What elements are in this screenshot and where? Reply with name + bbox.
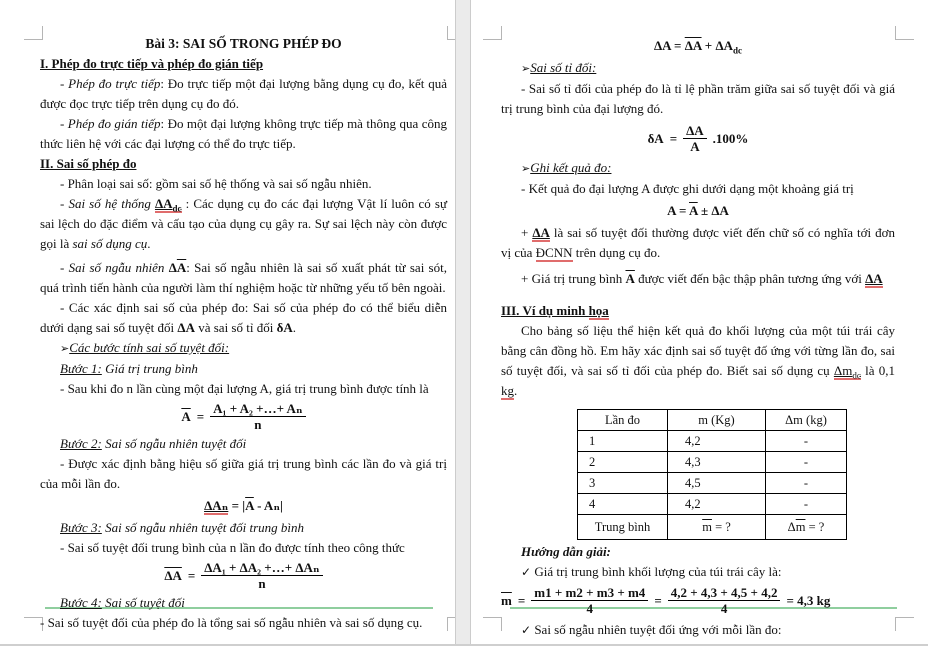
para-phep-do-gian-tiep [40,114,447,154]
header-m-kg: m (Kg) [668,410,766,431]
numerator: ΔA [686,123,704,138]
body-text: : Đo một đại lượng không trực tiếp mà thông qua công thức liên hệ với các đại lượng có thể đo trực tiếp. [40,116,447,151]
formula-random-error [40,496,447,516]
step-title: Sai số ngẫu nhiên tuyệt đối trung bình [101,520,305,535]
equals-question: = ? [711,520,731,534]
a-overline: $\overline{A}$ [176,260,187,275]
numerator: ΔA₁ + ΔA₂ +…+ ΔAₙ [204,560,320,575]
section-heading-2: II. Sai số phép đo [40,156,137,171]
equals: = [679,203,687,218]
m-overline: $\overline{m}$ [702,520,712,534]
para-sai-so-he-thong [40,194,447,254]
percent-factor: .100% [712,130,749,146]
denominator: n [201,575,322,591]
delta-a-dc [715,38,743,56]
check-line-1 [501,562,895,582]
bullet-cac-buoc [40,338,447,359]
denominator: n [210,416,306,432]
para-phep-do-truc-tiep [40,74,447,114]
bullet-label: Ghi kết quả đo: [530,160,612,175]
crop-mark-bottom-right [895,617,914,631]
dcnn-spellcheck: ĐCNN [535,245,573,260]
step-label: Bước 1: [60,361,102,376]
body-text: . [292,320,296,335]
crop-mark-top-left [483,26,502,40]
check-line-2 [501,620,895,640]
formula-mean-value [40,401,447,432]
para-vi-du [501,321,895,401]
numerator: A₁ + A₂ +…+ Aₙ [213,401,303,416]
crop-mark-top-right [895,26,914,40]
a-overline: $\overline{A}$ [181,408,191,424]
step-label: Bước 3: [60,520,102,535]
step-3-heading [40,518,447,538]
equals: = [654,592,662,608]
cell-lan-do: 1 [578,431,668,452]
doc-title: Bài 3: SAI SỐ TRONG PHÉP ĐO [145,36,342,51]
body-text: trên dụng cụ đo. [572,245,661,260]
plus-minus: ± [700,203,709,218]
cell-delta-m: - [766,494,847,515]
delta-m-dc-spellcheck [834,363,861,380]
measurement-table [577,409,847,540]
equals: = [187,567,196,583]
step-title: Sai số tuyệt đối [101,595,185,610]
crop-mark-bottom-left [483,617,502,631]
body-text: là 0,1 [860,363,895,378]
m-overline: $\overline{m}$ [501,592,512,608]
arrow-bullet-icon: ➢ [521,62,531,75]
huong-dan-giai-heading: Hướng dẫn giải: [521,544,611,559]
dash: - [60,116,68,131]
para-phan-loai: - Phân loại sai số: gồm sai số hệ thống và sai số ngẫu nhiên. [60,176,372,191]
term-italic: Sai số ngẫu nhiên [68,260,169,275]
cell-delta-m: - [766,473,847,494]
delta-small-a: δA [647,130,664,146]
dash: - [60,260,69,275]
page-1-content [40,34,447,633]
fraction [683,123,707,154]
a-overline: $\overline{A}$ [689,203,698,218]
term-italic: sai số dụng cụ [72,236,148,251]
formula-mean-mass [501,585,895,616]
table-row [578,494,847,515]
table-header-row [578,410,847,431]
bullet-label: Các bước tính sai số tuyệt đối: [69,340,230,355]
body-text: : Sai số ngẫu nhiên là sai số xuất phát từ sai sót, quá trình tiến hành của người làm thí nghiệm hoặc từ những yếu tố bên ngoài. [40,260,447,295]
formula-tail: - Aₙ| [253,498,283,513]
equals: = | [231,498,246,513]
equals-question: = ? [805,520,825,534]
term-italic: Sai số hệ thống [68,196,155,211]
fraction [201,560,322,591]
page-gutter [455,0,471,646]
equals: = [196,408,205,424]
kg-spellcheck: kg [501,383,514,398]
step-title: Giá trị trung bình [101,361,198,376]
symbol-delta-abar [169,260,187,275]
denominator-a-overline: A [683,138,707,154]
a-overline: $\overline{A}$ [245,498,254,513]
delta-a-overline: $\overline{\Delta A}$ [684,38,702,53]
delta-a: ΔA [711,203,729,218]
delta: Δ [168,260,177,275]
body-text: : Đo trực tiếp một đại lượng bằng dụng cụ đo, kết quả được đọc trực tiếp trên dụng cụ đo đó. [40,76,447,111]
step-4-text: - Sai số tuyệt đối của phép đo là tổng sai số ngẫu nhiên và sai số dụng cụ. [40,615,423,630]
a-overline: $\overline{A}$ [625,271,635,286]
cell-m-bar [668,515,766,540]
cell-m: 4,5 [668,473,766,494]
step-label: Bước 4: [60,595,102,610]
plus: + [521,225,533,240]
cell-m: 4,3 [668,452,766,473]
cell-delta-m: - [766,431,847,452]
table-average-row [578,515,847,540]
step-2-heading [40,434,447,454]
cell-lan-do: 2 [578,452,668,473]
bullet-sai-so-ti-doi [501,58,895,79]
body-text: : Các dụng cụ đo các đại lượng Vật lí luôn có sự sai lệch do đặc điểm và cấu tạo của dụng cụ gây ra. Sự sai lệch này còn được gọi là [40,196,447,251]
checkmark-icon: ✓ [521,565,532,579]
subscript-dc: dc [852,370,861,381]
cell-delta-m: - [766,452,847,473]
subscript-dc: dc [172,203,182,214]
step-label: Bước 2: [60,436,102,451]
table-row [578,452,847,473]
subscript-dc: dc [733,45,743,56]
equals: = [669,130,678,146]
heading-spellcheck: họa [588,303,609,318]
para-ghi-ket-qua: - Kết quả đo đại lượng A được ghi dưới dạng một khoảng giá trị [521,181,854,196]
body-text: được viết đến bậc thập phân tương ứng với [634,271,866,286]
body-text: và sai số tỉ đối [194,320,277,335]
term-italic: Phép đo gián tiếp [67,116,161,131]
numerator: 4,2 + 4,3 + 4,5 + 4,2 [670,585,778,600]
equals: = [674,38,682,53]
bullet-label: Sai số tỉ đối: [530,60,597,75]
delta-a-spellcheck: ΔA [532,225,550,240]
heading-text: III. Ví dụ minh [501,303,589,318]
step-4-heading [40,593,447,613]
symbol-delta-a: ΔA [177,320,195,335]
body-text: Sai số ngẫu nhiên tuyệt đối ứng với mỗi lần đo: [531,622,782,637]
cell-trung-binh: Trung bình [578,515,668,540]
step-3-text: - Sai số tuyệt đối trung bình của n lần đo được tính theo công thức [60,540,405,555]
formula-mean-error [40,560,447,591]
step-1-text: - Sau khi đo n lần cùng một đại lượng A, giá trị trung bình được tính là [60,381,429,396]
checkmark-icon: ✓ [521,623,532,637]
para-plus-1 [501,223,895,263]
term-italic: Phép đo trực tiếp [68,76,161,91]
plus: + [704,38,713,53]
step-2-text: - Được xác định bằng hiệu số giữa giá trị trung bình các lần đo và giá trị của mỗi lần đo. [40,456,447,491]
body-text: . [514,383,518,398]
section-heading-3 [501,301,895,321]
dash: - [60,196,69,211]
delta-a-spellcheck: ΔA [865,271,883,286]
m-overline: $\overline{m}$ [795,520,806,534]
arrow-bullet-icon: ➢ [60,342,70,355]
formula-total-error [501,36,895,56]
denominator: 4 [531,600,648,616]
cell-delta-m-bar [766,515,847,540]
body-text: là sai số tuyệt đối thường được viết đến chữ số có nghĩa tới đơn vị của [501,225,895,260]
formula-relative-error [501,123,895,154]
delta: Δ [787,520,796,534]
symbol-text: ΔA [154,196,173,211]
section-heading-1: I. Phép đo trực tiếp và phép đo gián tiếp [40,56,264,71]
delta-a-n-spellcheck: ΔAₙ [204,498,229,513]
page-2-content [501,34,895,640]
step-1-heading [40,359,447,379]
symbol-text: Δm [833,363,853,378]
dash: - [60,76,69,91]
body-text: Giá trị trung bình khối lượng của túi trái cây là: [531,564,782,579]
equals: = [517,592,526,608]
para-sai-so-ngau-nhien [40,258,447,298]
body-text: . [147,236,151,251]
para-ti-doi: - Sai số tỉ đối của phép đo là tỉ lệ phần trăm giữa sai số tuyệt đối và giá trị trung bình của đại lượng đó. [501,81,895,116]
delta-a-overline: $\overline{\Delta A}$ [164,567,182,583]
formula-result-interval [501,201,895,221]
para-xac-dinh-sai-so [40,298,447,338]
fraction [668,585,781,616]
cell-lan-do: 3 [578,473,668,494]
body-text: - Các xác định sai số của phép đo: Sai số của phép đo có thể biểu diễn dưới dạng sai số tuyệt đối [40,300,447,335]
header-lan-do: Lần đo [578,410,668,431]
symbol-delta-small-a: δA [276,320,293,335]
para-plus-2 [501,269,895,289]
a: A [667,203,676,218]
symbol-delta-a-dc [155,196,182,213]
cell-lan-do: 4 [578,494,668,515]
symbol-text: ΔA [715,38,734,53]
arrow-bullet-icon: ➢ [521,162,531,175]
page-2 [471,0,928,646]
denominator: 4 [668,600,781,616]
body-text: Cho bảng số liệu thể hiện kết quả đo khối lượng của một túi trái cây bằng cân đồng hồ. Em hãy xác định sai số tuyệt đố ứng với từng lần đo, sai số tuyệt đối, và sai số tỉ đối của phép đo. Biết sai số dụng cụ [501,323,895,378]
result: = 4,3 kg [786,592,831,608]
body-text: + Giá trị trung bình [521,271,626,286]
step-title: Sai số ngẫu nhiên tuyệt đối [101,436,247,451]
header-delta-m-kg: Δm (kg) [766,410,847,431]
numerator: m1 + m2 + m3 + m4 [534,585,646,600]
table-row [578,431,847,452]
cell-m: 4,2 [668,494,766,515]
delta-a: ΔA [653,38,671,53]
fraction [531,585,648,616]
fraction [210,401,306,432]
table-row [578,473,847,494]
cell-m: 4,2 [668,431,766,452]
bullet-ghi-ket-qua [501,158,895,179]
page-1 [0,0,455,646]
